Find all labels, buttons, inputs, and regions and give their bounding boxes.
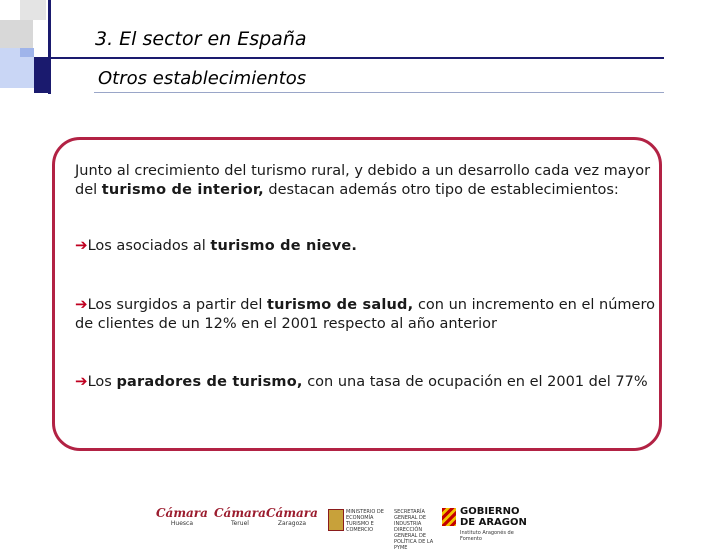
decor-square bbox=[20, 0, 46, 20]
gobierno-aragon-logo bbox=[442, 506, 532, 540]
item-bold: turismo de salud, bbox=[266, 297, 414, 313]
intro-bold: turismo de interior, bbox=[101, 182, 264, 198]
item-text: Los asociados al bbox=[87, 238, 211, 254]
decor-square bbox=[34, 57, 48, 93]
aragon-line2: DE ARAGON bbox=[460, 517, 527, 528]
intro-text: Junto al crecimiento del turismo rural, y debido a un desarrollo cada vez mayor del bbox=[75, 163, 651, 198]
camara-huesca-logo bbox=[156, 506, 208, 527]
logo-name: Cámara bbox=[156, 506, 208, 520]
footer-logos bbox=[150, 506, 530, 551]
ministerio-logo bbox=[328, 509, 438, 551]
ministerio-text: MINISTERIO DE ECONOMÍA TURISMO E COMERCIO bbox=[346, 509, 384, 533]
logo-name: Cámara bbox=[214, 506, 266, 520]
aragon-flag-icon bbox=[442, 508, 456, 526]
list-item bbox=[75, 372, 665, 392]
decor-square bbox=[20, 48, 34, 57]
title-underline bbox=[34, 57, 664, 59]
arrow-icon: ➔ bbox=[75, 295, 88, 313]
camara-teruel-logo bbox=[214, 506, 266, 527]
shield-icon bbox=[328, 509, 344, 531]
logo-city: Huesca bbox=[170, 520, 193, 527]
item-bold: turismo de nieve. bbox=[210, 238, 358, 254]
decor-vertical-line bbox=[48, 0, 51, 94]
arrow-icon: ➔ bbox=[75, 236, 88, 254]
item-text: Los surgidos a partir del bbox=[87, 297, 267, 313]
logo-city: Teruel bbox=[230, 520, 249, 527]
aragon-name bbox=[460, 506, 527, 528]
arrow-icon: ➔ bbox=[75, 372, 88, 390]
aragon-sub: Instituto Aragonés de Fomento bbox=[460, 530, 514, 542]
page-subtitle: Otros establecimientos bbox=[98, 68, 307, 89]
list-item bbox=[75, 295, 665, 334]
item-text: Los bbox=[87, 374, 117, 390]
logo-city: Zaragoza bbox=[277, 520, 307, 527]
subtitle-underline bbox=[94, 92, 664, 93]
item-text-end: con un incremento en el número de clientes de un 12% en el 2001 respecto al año anterior bbox=[75, 297, 655, 332]
item-text-end: con una tasa de ocupación en el 2001 del 77% bbox=[302, 374, 648, 390]
secretaria-text: SECRETARÍA GENERAL DE INDUSTRIA DIRECCIÓN GENERAL DE POLÍTICA DE LA PYME bbox=[394, 509, 434, 551]
aragon-line1: GOBIERNO bbox=[460, 506, 520, 517]
logo-name: Cámara bbox=[266, 506, 318, 520]
intro-paragraph bbox=[75, 162, 665, 200]
intro-text-end: destacan además otro tipo de establecimientos: bbox=[263, 182, 619, 198]
list-item bbox=[75, 236, 665, 256]
camara-zaragoza-logo bbox=[266, 506, 318, 527]
page-title: 3. El sector en España bbox=[95, 28, 307, 50]
item-bold: paradores de turismo, bbox=[116, 374, 303, 390]
decor-square bbox=[0, 20, 33, 50]
